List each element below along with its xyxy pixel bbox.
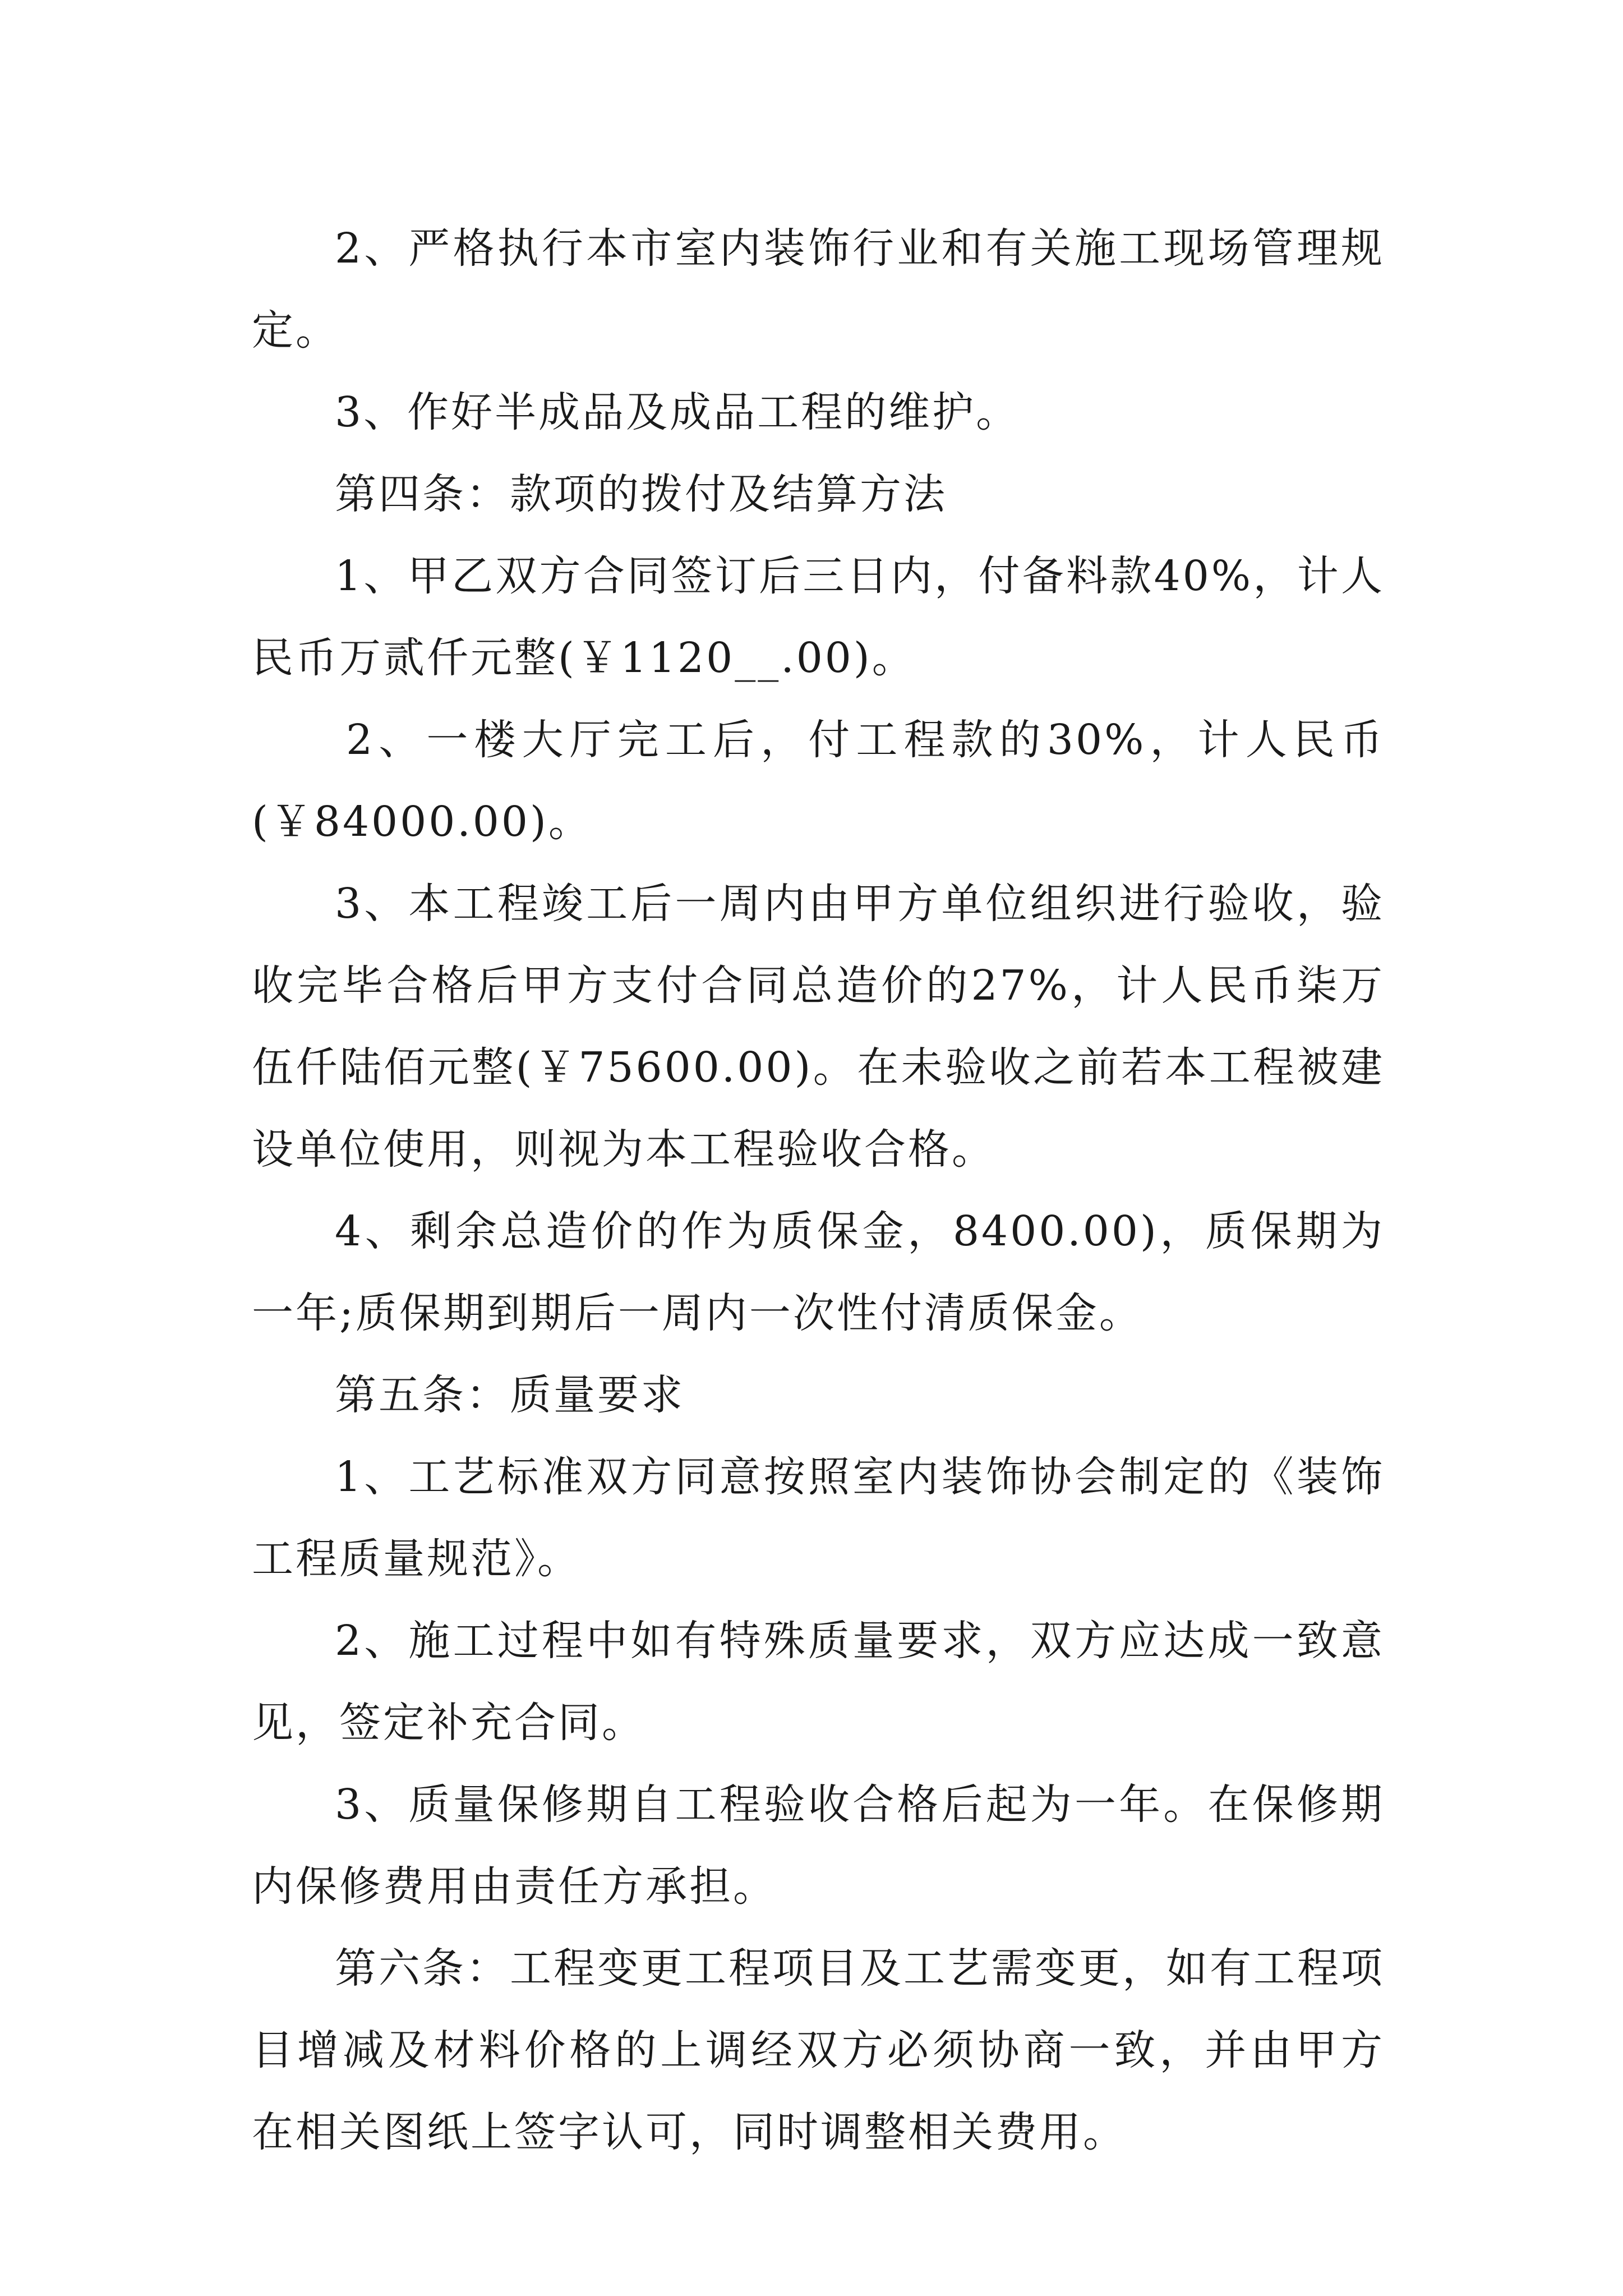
article-5-item-3: 3、质量保修期自工程验收合格后起为一年。在保修期内保修费用由责任方承担。 bbox=[252, 1780, 1385, 1911]
clause-3-item-2: 2、严格执行本市室内装饰行业和有关施工现场管理规定。 bbox=[252, 224, 1385, 355]
article-6-paragraph: 第六条：工程变更工程项目及工艺需变更，如有工程项目增减及材料价格的上调经双方必须协商一致，并由甲方在相关图纸上签字认可，同时调整相关费用。 bbox=[252, 1944, 1385, 2156]
article-4-item-4: 4、剩余总造价的作为质保金，8400.00)，质保期为一年;质保期到期后一周内一次性付清质保金。 bbox=[252, 1207, 1385, 1337]
article-4-item-3: 3、本工程竣工后一周内由甲方单位组织进行验收，验收完毕合格后甲方支付合同总造价的27%，计人民币柒万伍仟陆佰元整(￥75600.00)。在未验收之前若本工程被建设单位使用，则视为本工程验收合格。 bbox=[252, 880, 1385, 1174]
article-4-item-1: 1、甲乙双方合同签订后三日内，付备料款40%，计人民币万贰仟元整(￥1120__.00)。 bbox=[252, 552, 1385, 682]
article-5-item-2: 2、施工过程中如有特殊质量要求，双方应达成一致意见，签定补充合同。 bbox=[252, 1617, 1385, 1747]
article-4-heading: 第四条：款项的拨付及结算方法 bbox=[335, 470, 947, 518]
article-5-heading: 第五条：质量要求 bbox=[335, 1371, 685, 1419]
article-5-item-1: 1、工艺标准双方同意按照室内装饰协会制定的《装饰工程质量规范》。 bbox=[252, 1453, 1385, 1583]
article-4-item-2: 2、一楼大厅完工后，付工程款的30%，计人民币(￥84000.00)。 bbox=[252, 716, 1385, 846]
document-body bbox=[252, 208, 1385, 2173]
clause-3-item-3: 3、作好半成品及成品工程的维护。 bbox=[335, 388, 1020, 436]
